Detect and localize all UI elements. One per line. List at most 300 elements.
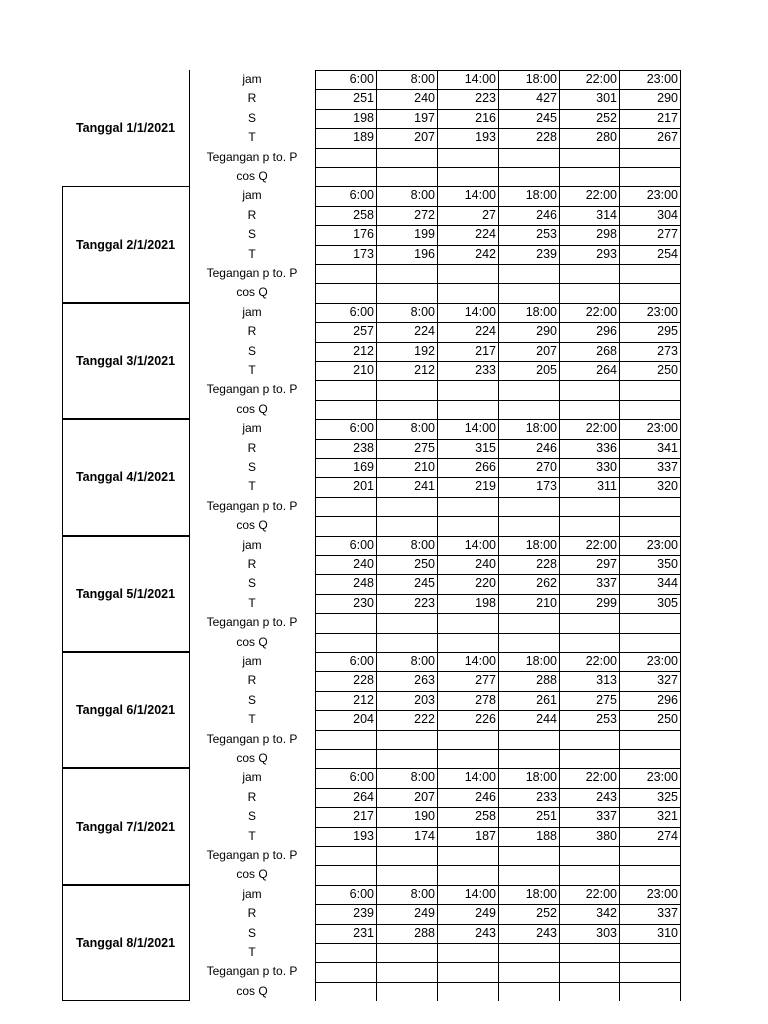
value-cell[interactable]	[315, 943, 376, 962]
time-header-cell[interactable]: 14:00	[464, 188, 496, 203]
empty-cell[interactable]	[619, 749, 680, 768]
empty-cell[interactable]	[376, 730, 437, 749]
empty-cell[interactable]	[315, 167, 376, 186]
value-cell[interactable]: 190	[414, 809, 435, 824]
empty-cell[interactable]	[498, 633, 559, 652]
empty-cell[interactable]	[437, 846, 498, 865]
value-cell[interactable]: 220	[475, 576, 496, 591]
value-cell[interactable]: 290	[657, 91, 678, 106]
time-header-cell[interactable]: 14:00	[464, 72, 496, 86]
value-cell[interactable]: 290	[536, 324, 557, 339]
value-cell[interactable]: 219	[475, 479, 496, 494]
empty-cell[interactable]	[498, 749, 559, 768]
value-cell[interactable]: 238	[353, 440, 374, 455]
empty-cell[interactable]	[376, 497, 437, 516]
value-cell[interactable]: 310	[657, 925, 678, 940]
value-cell[interactable]: 241	[414, 479, 435, 494]
empty-cell[interactable]	[315, 497, 376, 516]
empty-cell[interactable]	[315, 962, 376, 981]
empty-cell[interactable]	[315, 400, 376, 419]
empty-cell[interactable]	[559, 283, 619, 302]
value-cell[interactable]: 246	[475, 789, 496, 804]
empty-cell[interactable]	[498, 167, 559, 186]
value-cell[interactable]	[559, 943, 619, 962]
value-cell[interactable]: 272	[414, 207, 435, 222]
value-cell[interactable]: 266	[475, 460, 496, 474]
empty-cell[interactable]	[498, 283, 559, 302]
value-cell[interactable]: 380	[596, 828, 617, 843]
value-cell[interactable]: 228	[353, 673, 374, 688]
value-cell[interactable]: 176	[353, 227, 374, 242]
value-cell[interactable]: 288	[536, 673, 557, 688]
value-cell[interactable]: 315	[475, 440, 496, 455]
time-header-cell[interactable]: 6:00	[349, 188, 374, 203]
time-header-cell[interactable]: 6:00	[349, 421, 374, 436]
value-cell[interactable]: 337	[596, 576, 617, 591]
empty-cell[interactable]	[498, 516, 559, 535]
empty-cell[interactable]	[437, 497, 498, 516]
value-cell[interactable]: 274	[657, 828, 678, 843]
value-cell[interactable]	[376, 943, 437, 962]
time-header-cell[interactable]: 22:00	[585, 188, 617, 203]
time-header-cell[interactable]: 23:00	[646, 421, 678, 436]
row-label: cos Q	[236, 169, 268, 183]
value-cell[interactable]: 192	[414, 343, 435, 358]
value-cell[interactable]: 198	[475, 595, 496, 610]
empty-cell[interactable]	[437, 380, 498, 399]
value-cell[interactable]: 243	[475, 925, 496, 940]
empty-cell[interactable]	[559, 962, 619, 981]
empty-cell[interactable]	[437, 865, 498, 884]
empty-cell[interactable]	[619, 148, 680, 167]
value-cell[interactable]: 320	[657, 479, 678, 494]
empty-cell[interactable]	[559, 167, 619, 186]
time-header-cell[interactable]: 14:00	[464, 537, 496, 552]
empty-cell[interactable]	[437, 730, 498, 749]
value-cell[interactable]: 342	[596, 906, 617, 921]
value-cell[interactable]: 337	[657, 906, 678, 921]
value-cell[interactable]: 249	[414, 906, 435, 921]
value-cell[interactable]: 263	[414, 673, 435, 688]
value-cell[interactable]: 350	[657, 557, 678, 571]
value-cell[interactable]: 240	[414, 91, 435, 106]
value-cell[interactable]: 193	[353, 828, 374, 843]
value-cell[interactable]: 173	[536, 479, 557, 494]
value-cell[interactable]: 253	[536, 227, 557, 242]
empty-cell[interactable]	[559, 846, 619, 865]
empty-cell[interactable]	[498, 865, 559, 884]
value-cell[interactable]: 344	[657, 576, 678, 591]
value-cell[interactable]: 217	[353, 809, 374, 824]
empty-cell[interactable]	[559, 613, 619, 632]
value-cell[interactable]: 301	[596, 91, 617, 106]
empty-cell[interactable]	[437, 148, 498, 167]
value-cell[interactable]: 251	[353, 91, 374, 106]
value-cell[interactable]: 201	[353, 479, 374, 494]
time-header-cell[interactable]: 22:00	[585, 537, 617, 552]
value-cell[interactable]: 222	[414, 712, 435, 727]
date-label: Tanggal 7/1/2021	[75, 819, 176, 834]
empty-cell[interactable]	[619, 613, 680, 632]
empty-cell[interactable]	[498, 613, 559, 632]
value-cell[interactable]: 246	[536, 207, 557, 222]
value-cell[interactable]: 252	[536, 906, 557, 921]
value-cell[interactable]: 207	[414, 130, 435, 145]
empty-cell[interactable]	[376, 283, 437, 302]
value-cell[interactable]: 337	[596, 809, 617, 824]
value-cell[interactable]: 188	[536, 828, 557, 843]
value-cell[interactable]: 314	[596, 207, 617, 222]
row-label: cos Q	[236, 518, 268, 533]
empty-cell[interactable]	[437, 962, 498, 981]
time-header-cell[interactable]: 8:00	[410, 537, 435, 552]
row-label: cos Q	[236, 401, 268, 416]
empty-cell[interactable]	[619, 846, 680, 865]
time-header-cell[interactable]: 22:00	[585, 304, 617, 319]
value-cell[interactable]: 252	[596, 110, 617, 125]
empty-cell[interactable]	[619, 730, 680, 749]
value-cell[interactable]: 27	[482, 207, 496, 222]
empty-cell[interactable]	[315, 865, 376, 884]
value-cell[interactable]: 204	[353, 712, 374, 727]
value-cell[interactable]: 327	[657, 673, 678, 688]
value-cell[interactable]: 210	[536, 595, 557, 610]
empty-cell[interactable]	[619, 264, 680, 283]
value-cell[interactable]: 240	[353, 557, 374, 571]
empty-cell[interactable]	[315, 982, 376, 1001]
empty-cell[interactable]	[619, 400, 680, 419]
empty-cell[interactable]	[315, 846, 376, 865]
time-header-cell[interactable]: 23:00	[646, 537, 678, 552]
value-cell[interactable]: 296	[657, 692, 678, 707]
empty-cell[interactable]	[376, 400, 437, 419]
empty-cell[interactable]	[376, 516, 437, 535]
value-cell[interactable]: 427	[536, 91, 557, 106]
empty-cell[interactable]	[559, 148, 619, 167]
empty-cell[interactable]	[559, 516, 619, 535]
empty-cell[interactable]	[619, 633, 680, 652]
time-header-cell[interactable]: 23:00	[646, 304, 678, 319]
time-header-cell[interactable]: 18:00	[525, 72, 557, 86]
time-header-cell[interactable]: 18:00	[525, 770, 557, 785]
time-header-cell[interactable]: 8:00	[410, 654, 435, 668]
time-header-cell[interactable]: 8:00	[410, 421, 435, 436]
empty-cell[interactable]	[315, 283, 376, 302]
value-cell[interactable]: 295	[657, 324, 678, 339]
empty-cell[interactable]	[315, 613, 376, 632]
empty-cell[interactable]	[619, 865, 680, 884]
value-cell[interactable]: 305	[657, 595, 678, 610]
empty-cell[interactable]	[376, 264, 437, 283]
empty-cell[interactable]	[376, 380, 437, 399]
value-cell[interactable]: 217	[475, 343, 496, 358]
value-cell[interactable]: 173	[353, 246, 374, 261]
value-cell[interactable]: 336	[596, 440, 617, 455]
time-header-cell[interactable]: 23:00	[646, 886, 678, 901]
value-cell[interactable]: 270	[536, 460, 557, 474]
value-cell[interactable]: 258	[353, 207, 374, 222]
time-header-cell[interactable]: 8:00	[410, 188, 435, 203]
value-cell[interactable]: 228	[536, 130, 557, 145]
empty-cell[interactable]	[498, 846, 559, 865]
empty-cell[interactable]	[437, 516, 498, 535]
value-cell[interactable]: 267	[657, 130, 678, 145]
empty-cell[interactable]	[376, 749, 437, 768]
value-cell[interactable]: 189	[353, 130, 374, 145]
empty-cell[interactable]	[498, 982, 559, 1001]
time-header-cell[interactable]: 14:00	[464, 304, 496, 319]
empty-cell[interactable]	[376, 148, 437, 167]
empty-cell[interactable]	[559, 400, 619, 419]
time-header-cell[interactable]: 18:00	[525, 304, 557, 319]
value-cell[interactable]: 243	[596, 789, 617, 804]
empty-cell[interactable]	[376, 982, 437, 1001]
time-header-cell[interactable]: 6:00	[349, 72, 374, 86]
value-cell[interactable]: 230	[353, 595, 374, 610]
value-cell[interactable]: 264	[596, 363, 617, 377]
empty-cell[interactable]	[376, 633, 437, 652]
empty-cell[interactable]	[498, 497, 559, 516]
empty-cell[interactable]	[559, 633, 619, 652]
row-label: S	[247, 692, 256, 707]
value-cell[interactable]: 330	[596, 460, 617, 474]
value-cell[interactable]: 169	[353, 460, 374, 474]
value-cell[interactable]: 210	[414, 460, 435, 474]
empty-cell[interactable]	[437, 613, 498, 632]
value-cell[interactable]: 224	[475, 324, 496, 339]
empty-cell[interactable]	[559, 497, 619, 516]
row-label: Tegangan p to. P	[206, 964, 298, 979]
time-header-cell[interactable]: 6:00	[349, 304, 374, 319]
value-cell[interactable]: 288	[414, 925, 435, 940]
value-cell[interactable]	[437, 943, 498, 962]
value-cell[interactable]: 199	[414, 227, 435, 242]
time-header-cell[interactable]: 18:00	[525, 886, 557, 901]
value-cell[interactable]: 293	[596, 246, 617, 261]
value-cell[interactable]: 341	[657, 440, 678, 455]
value-cell[interactable]: 226	[475, 712, 496, 727]
value-cell[interactable]: 277	[657, 227, 678, 242]
value-cell[interactable]: 205	[536, 363, 557, 377]
time-header-cell[interactable]: 6:00	[349, 654, 374, 668]
empty-cell[interactable]	[437, 283, 498, 302]
time-header-cell[interactable]: 18:00	[525, 654, 557, 668]
time-header-cell[interactable]: 22:00	[585, 886, 617, 901]
value-cell[interactable]: 251	[536, 809, 557, 824]
value-cell[interactable]: 268	[596, 343, 617, 358]
empty-cell[interactable]	[498, 380, 559, 399]
time-header-cell[interactable]: 23:00	[646, 770, 678, 785]
empty-cell[interactable]	[619, 380, 680, 399]
empty-cell[interactable]	[315, 148, 376, 167]
row-label: T	[248, 712, 256, 727]
value-cell[interactable]: 233	[536, 789, 557, 804]
value-cell[interactable]: 216	[475, 110, 496, 125]
empty-cell[interactable]	[315, 633, 376, 652]
row-label: jam	[242, 770, 262, 785]
time-header-cell[interactable]: 8:00	[410, 304, 435, 319]
value-cell[interactable]: 224	[475, 227, 496, 242]
value-cell[interactable]: 280	[596, 130, 617, 145]
value-cell[interactable]: 277	[475, 673, 496, 688]
value-cell[interactable]: 245	[414, 576, 435, 591]
row-label: cos Q	[236, 867, 268, 882]
value-cell[interactable]: 224	[414, 324, 435, 339]
empty-cell[interactable]	[437, 264, 498, 283]
value-cell[interactable]: 174	[414, 828, 435, 843]
empty-cell[interactable]	[619, 283, 680, 302]
value-cell[interactable]	[619, 943, 680, 962]
value-cell[interactable]: 321	[657, 809, 678, 824]
value-cell[interactable]: 311	[597, 479, 617, 494]
empty-cell[interactable]	[559, 749, 619, 768]
time-header-cell[interactable]: 18:00	[525, 537, 557, 552]
value-cell[interactable]: 239	[536, 246, 557, 261]
value-cell[interactable]: 239	[353, 906, 374, 921]
time-header-cell[interactable]: 8:00	[410, 72, 435, 86]
empty-cell[interactable]	[619, 516, 680, 535]
value-cell[interactable]: 243	[536, 925, 557, 940]
row-label: T	[248, 246, 256, 261]
value-cell[interactable]: 337	[657, 460, 678, 474]
time-header-cell[interactable]: 8:00	[410, 770, 435, 785]
empty-cell[interactable]	[376, 962, 437, 981]
empty-cell[interactable]	[559, 865, 619, 884]
value-cell[interactable]: 313	[596, 673, 617, 688]
empty-cell[interactable]	[619, 497, 680, 516]
value-cell[interactable]: 197	[414, 110, 435, 125]
time-header-cell[interactable]: 14:00	[464, 654, 496, 668]
row-label: cos Q	[236, 751, 268, 765]
value-cell[interactable]: 250	[657, 712, 678, 727]
value-cell[interactable]: 203	[414, 692, 435, 707]
time-header-cell[interactable]: 22:00	[585, 654, 617, 668]
value-cell[interactable]: 210	[353, 363, 374, 377]
time-header-cell[interactable]: 22:00	[585, 72, 617, 86]
value-cell[interactable]: 261	[536, 692, 557, 707]
value-cell[interactable]: 299	[596, 595, 617, 610]
empty-cell[interactable]	[315, 516, 376, 535]
time-header-cell[interactable]: 18:00	[525, 421, 557, 436]
value-cell[interactable]: 258	[475, 809, 496, 824]
time-header-cell[interactable]: 22:00	[585, 421, 617, 436]
empty-cell[interactable]	[437, 400, 498, 419]
value-cell[interactable]: 297	[596, 557, 617, 571]
empty-cell[interactable]	[376, 167, 437, 186]
value-cell[interactable]: 217	[657, 110, 678, 125]
time-header-cell[interactable]: 6:00	[349, 537, 374, 552]
empty-cell[interactable]	[619, 962, 680, 981]
time-header-cell[interactable]: 6:00	[349, 770, 374, 785]
value-cell[interactable]: 212	[353, 343, 374, 358]
empty-cell[interactable]	[437, 167, 498, 186]
time-header-cell[interactable]: 8:00	[410, 886, 435, 901]
value-cell[interactable]: 249	[475, 906, 496, 921]
value-cell[interactable]: 264	[353, 789, 374, 804]
value-cell[interactable]: 207	[536, 343, 557, 358]
time-header-cell[interactable]: 18:00	[525, 188, 557, 203]
value-cell[interactable]: 273	[657, 343, 678, 358]
value-cell[interactable]: 304	[657, 207, 678, 222]
empty-cell[interactable]	[498, 148, 559, 167]
empty-cell[interactable]	[498, 730, 559, 749]
empty-cell[interactable]	[498, 962, 559, 981]
value-cell[interactable]: 223	[475, 91, 496, 106]
empty-cell[interactable]	[498, 400, 559, 419]
empty-cell[interactable]	[376, 846, 437, 865]
time-header-cell[interactable]: 23:00	[646, 654, 678, 668]
empty-cell[interactable]	[376, 613, 437, 632]
value-cell[interactable]: 231	[353, 925, 374, 940]
empty-cell[interactable]	[559, 982, 619, 1001]
empty-cell[interactable]	[559, 380, 619, 399]
value-cell[interactable]: 253	[596, 712, 617, 727]
empty-cell[interactable]	[619, 167, 680, 186]
value-cell[interactable]: 228	[536, 557, 557, 571]
value-cell[interactable]: 325	[657, 789, 678, 804]
value-cell[interactable]: 207	[414, 789, 435, 804]
value-cell[interactable]: 250	[414, 557, 435, 571]
value-cell[interactable]: 223	[414, 595, 435, 610]
value-cell[interactable]: 254	[657, 246, 678, 261]
empty-cell[interactable]	[498, 264, 559, 283]
time-header-cell[interactable]: 14:00	[464, 886, 496, 901]
value-cell[interactable]: 240	[475, 557, 496, 571]
value-cell[interactable]: 257	[353, 324, 374, 339]
time-header-cell[interactable]: 6:00	[349, 886, 374, 901]
empty-cell[interactable]	[619, 982, 680, 1001]
value-cell[interactable]: 275	[414, 440, 435, 455]
empty-cell[interactable]	[437, 982, 498, 1001]
time-header-cell[interactable]: 14:00	[464, 770, 496, 785]
value-cell[interactable]: 187	[475, 828, 496, 843]
value-cell[interactable]: 262	[536, 576, 557, 591]
value-cell[interactable]: 196	[414, 246, 435, 261]
time-header-cell[interactable]: 23:00	[646, 72, 678, 86]
empty-cell[interactable]	[315, 730, 376, 749]
empty-cell[interactable]	[315, 380, 376, 399]
value-cell[interactable]: 298	[596, 227, 617, 242]
value-cell[interactable]: 198	[353, 110, 374, 125]
empty-cell[interactable]	[376, 865, 437, 884]
time-header-cell[interactable]: 14:00	[464, 421, 496, 436]
value-cell[interactable]: 212	[414, 363, 435, 377]
empty-cell[interactable]	[315, 749, 376, 768]
row-label: Tegangan p to. P	[206, 615, 298, 630]
empty-cell[interactable]	[437, 749, 498, 768]
empty-cell[interactable]	[559, 264, 619, 283]
value-cell[interactable]: 233	[475, 363, 496, 377]
value-cell[interactable]: 212	[353, 692, 374, 707]
time-header-cell[interactable]: 22:00	[585, 770, 617, 785]
empty-cell[interactable]	[315, 264, 376, 283]
value-cell[interactable]: 244	[536, 712, 557, 727]
value-cell[interactable]: 250	[657, 363, 678, 377]
value-cell[interactable]: 193	[475, 130, 496, 145]
value-cell[interactable]: 245	[536, 110, 557, 125]
value-cell[interactable]: 246	[536, 440, 557, 455]
value-cell[interactable]	[498, 943, 559, 962]
value-cell[interactable]: 248	[353, 576, 374, 591]
value-cell[interactable]: 296	[596, 324, 617, 339]
empty-cell[interactable]	[559, 730, 619, 749]
time-header-cell[interactable]: 23:00	[646, 188, 678, 203]
value-cell[interactable]: 242	[475, 246, 496, 261]
value-cell[interactable]: 303	[596, 925, 617, 940]
empty-cell[interactable]	[437, 633, 498, 652]
value-cell[interactable]: 275	[596, 692, 617, 707]
value-cell[interactable]: 278	[475, 692, 496, 707]
